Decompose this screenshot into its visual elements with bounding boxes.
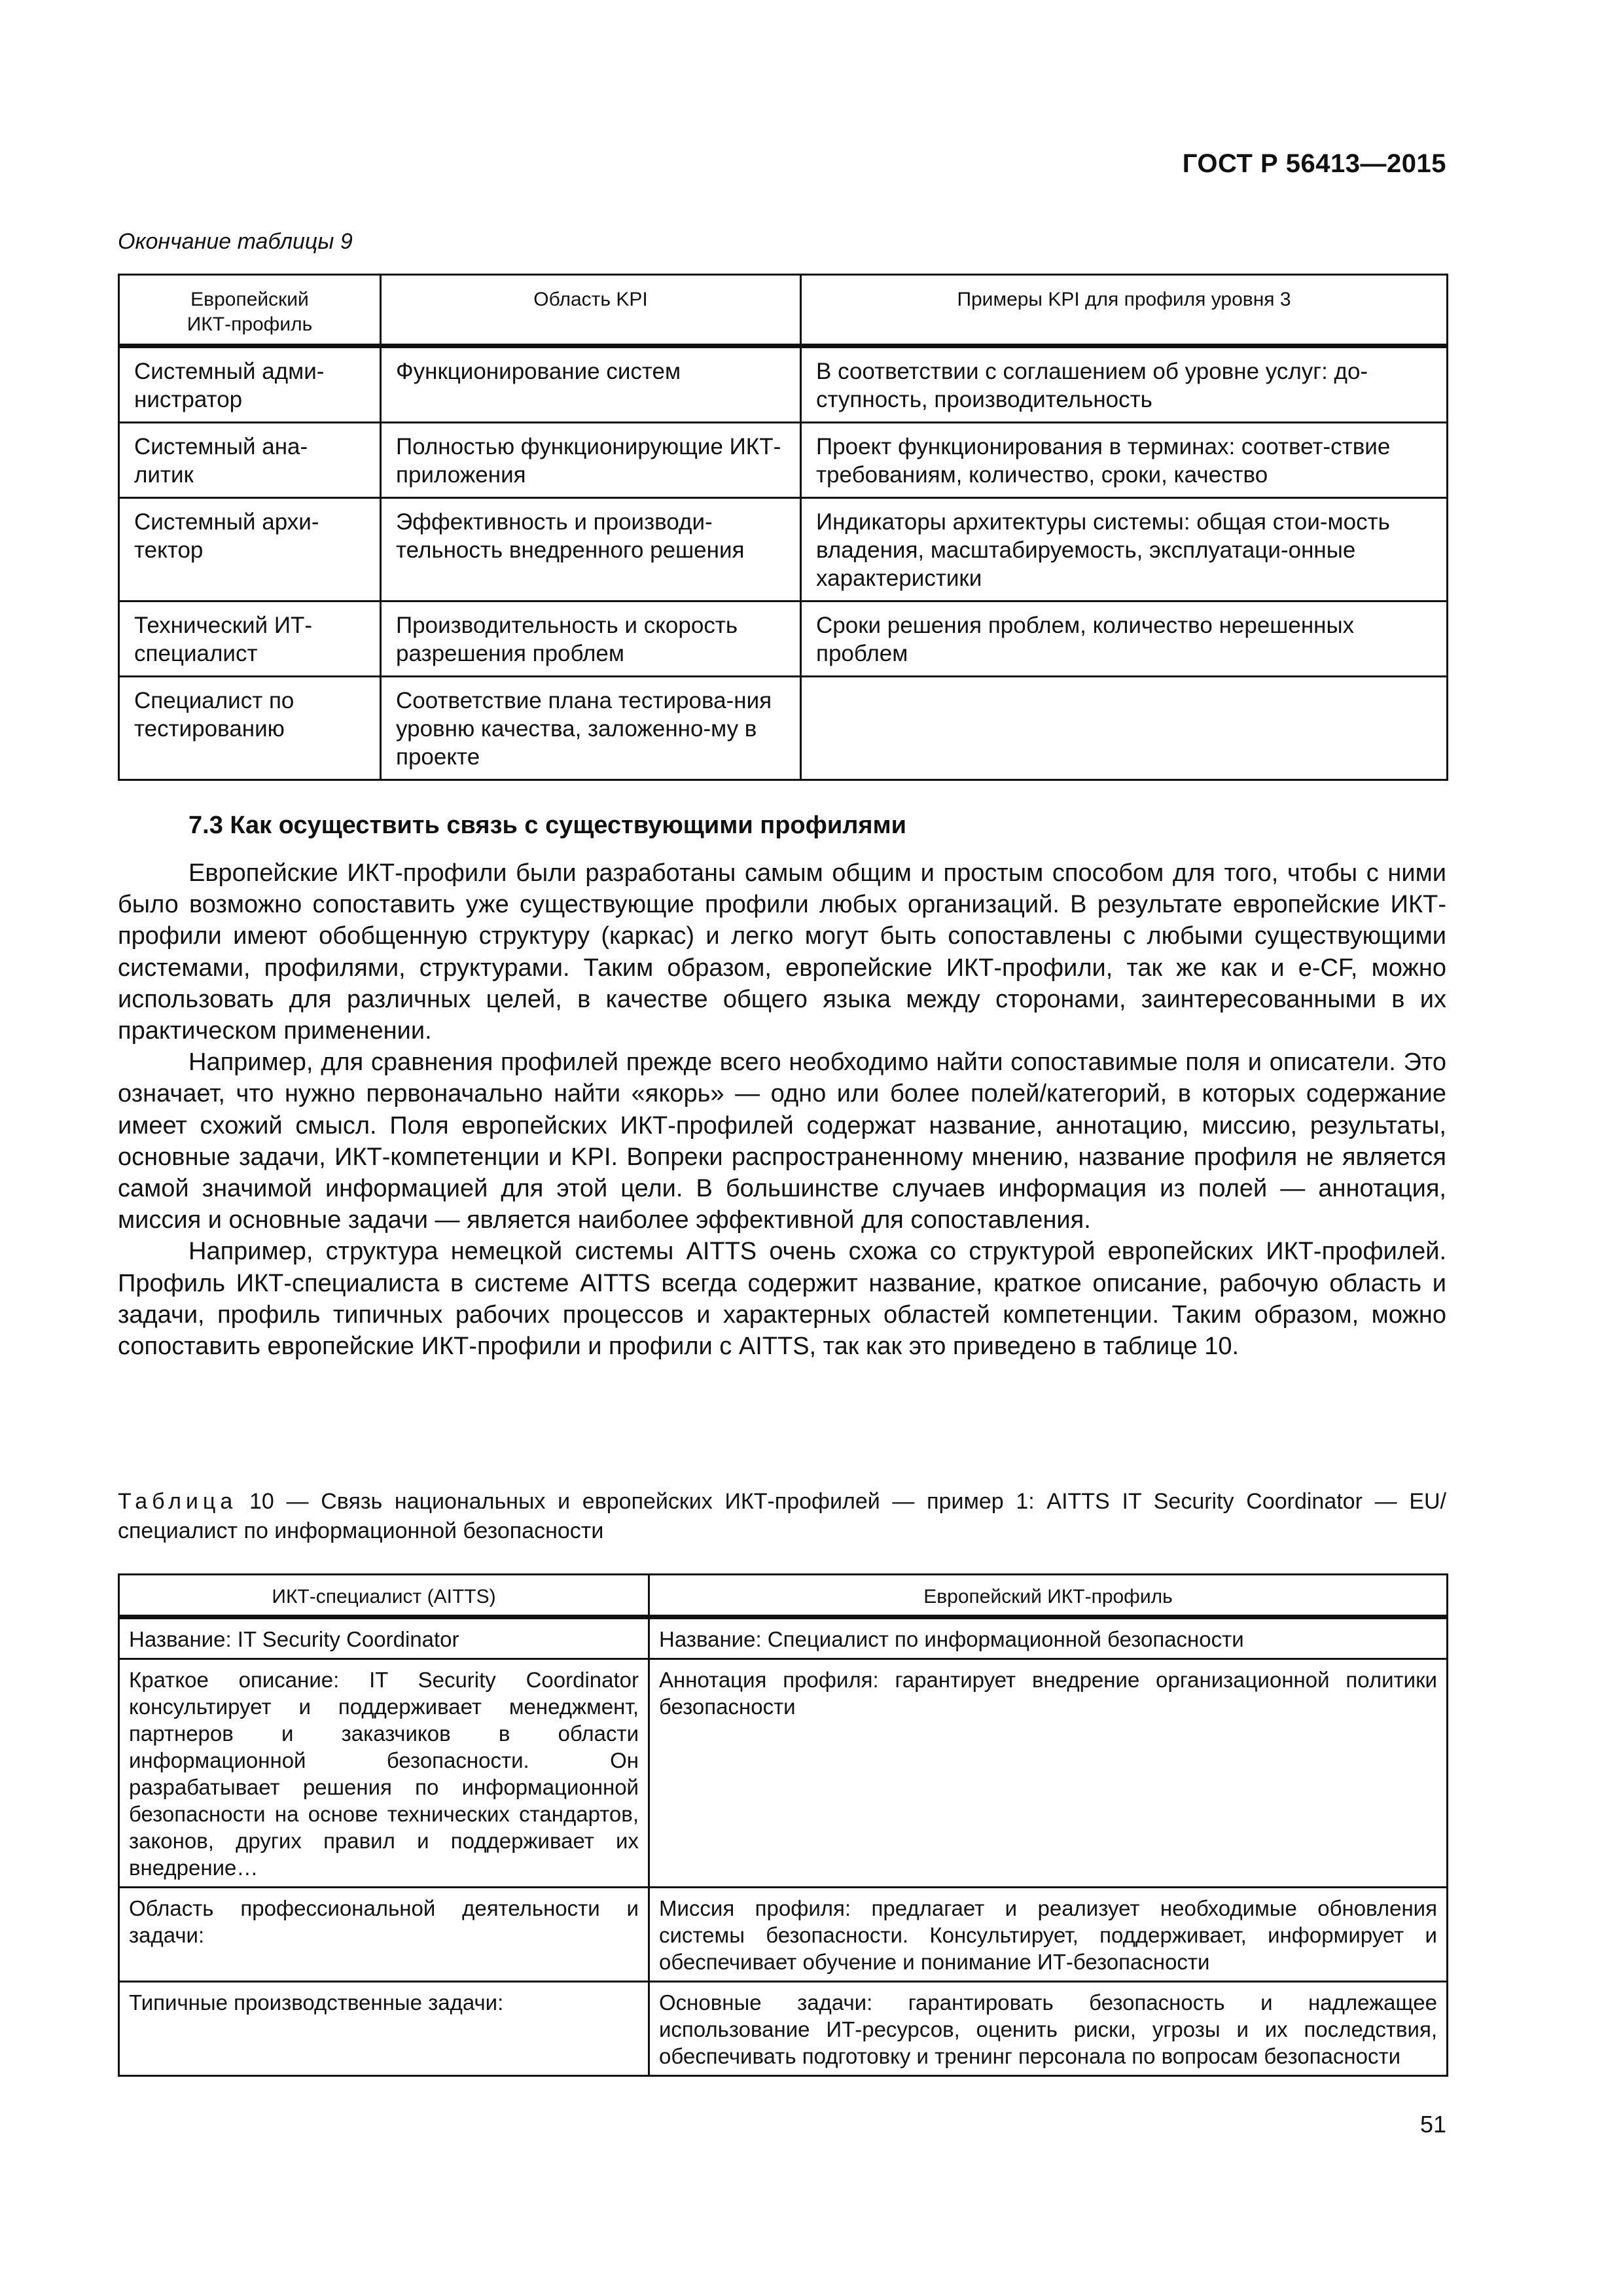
table-row	[119, 601, 1448, 677]
table-cell	[801, 677, 1448, 780]
table-9	[118, 274, 1448, 781]
table-cell: Краткое описание: IT Security Coordinator консультирует и поддерживает менеджмент, партнеров и заказчиков в области информационной безопасности. Он разрабатывает решения по информационной безопасности на основе технических стандартов, законов, других правил и поддерживает их внедрение…	[119, 1659, 649, 1888]
table-cell: Системный адми-нистратор	[119, 346, 381, 423]
table-cell: Проект функционирования в терминах: соответ-ствие требованиям, количество, сроки, качество	[801, 423, 1448, 498]
table-cell: Системный архи-тектор	[119, 498, 381, 601]
table-cell: Типичные производственные задачи:	[119, 1982, 649, 2076]
document-page	[118, 0, 1446, 2296]
table10-caption-text: 10 — Связь национальных и европейских ИКТ-профилей — пример 1: AITTS IT Security Coordinator — EU/специалист по информационной безопасности	[118, 1489, 1446, 1543]
table-cell: Название: Специалист по информационной безопасности	[649, 1617, 1448, 1659]
table-cell: Область профессиональной деятельности и задачи:	[119, 1888, 649, 1982]
table-row	[119, 677, 1448, 780]
table-cell: Функционирование систем	[381, 346, 801, 423]
table9-col-header: Область KPI	[381, 275, 801, 346]
table9-col-header: Примеры KPI для профиля уровня 3	[801, 275, 1448, 346]
body-text	[118, 857, 1446, 1362]
table10-header-row	[119, 1575, 1448, 1617]
table-cell: Основные задачи: гарантировать безопасность и надлежащее использование ИТ-ресурсов, оценить риски, угрозы и их последствия, обеспечивать подготовку и тренинг персонала по вопросам безопасности	[649, 1982, 1448, 2076]
table-cell: Производительность и скорость разрешения проблем	[381, 601, 801, 677]
table10-caption-label: Таблица	[118, 1489, 238, 1514]
table9-header-row	[119, 275, 1448, 346]
table-cell: Название: IT Security Coordinator	[119, 1617, 649, 1659]
table-cell: Индикаторы архитектуры системы: общая стои-мость владения, масштабируемость, эксплуатаци-онные характеристики	[801, 498, 1448, 601]
table-cell: Эффективность и производи-тельность внедренного решения	[381, 498, 801, 601]
table-10	[118, 1573, 1448, 2077]
table10-caption	[118, 1487, 1446, 1546]
paragraph: Например, для сравнения профилей прежде всего необходимо найти сопоставимые поля и описатели. Это означает, что нужно первоначально найти «якорь» — одно или более полей/категорий, в которых содержание имеет схожий смысл. Поля европейских ИКТ-профилей содержат название, аннотацию, миссию, результаты, основные задачи, ИКТ-компетенции и KPI. Вопреки распространенному мнению, название профиля не является самой значимой информацией для этой цели. В большинстве случаев информация из полей — аннотация, миссия и основные задачи — является наиболее эффективной для сопоставления.	[118, 1049, 1446, 1234]
table9-col-header: Европейский ИКТ-профиль	[119, 275, 381, 346]
table-row	[119, 498, 1448, 601]
table-row	[119, 1888, 1448, 1982]
table-cell: Системный ана-литик	[119, 423, 381, 498]
paragraph: Например, структура немецкой системы AITTS очень схожа со структурой европейских ИКТ-профилей. Профиль ИКТ-специалиста в системе AITTS всегда содержит название, краткое описание, рабочую область и задачи, профиль типичных рабочих процессов и характерных областей компетенции. Таким образом, можно сопоставить европейские ИКТ-профили и профили с AITTS, так как это приведено в таблице 10.	[118, 1238, 1446, 1361]
table-cell: Соответствие плана тестирова-ния уровню качества, заложенно-му в проекте	[381, 677, 801, 780]
table10-col-header: ИКТ-специалист (AITTS)	[119, 1575, 649, 1617]
document-id-header: ГОСТ Р 56413—2015	[1182, 149, 1446, 178]
table-cell: Миссия профиля: предлагает и реализует необходимые обновления системы безопасности. Консультирует, поддерживает, информирует и обеспечивает обучение и понимание ИТ-безопасности	[649, 1888, 1448, 1982]
table-cell: Сроки решения проблем, количество нерешенных проблем	[801, 601, 1448, 677]
paragraph: Европейские ИКТ-профили были разработаны самым общим и простым способом для того, чтобы с ними было возможно сопоставить уже существующие профили любых организаций. В результате европейские ИКТ-профили имеют обобщенную структуру (каркас) и легко могут быть сопоставлены с любыми существующими системами, профилями, структурами. Таким образом, европейские ИКТ-профили, так же как и e-CF, можно использовать для различных целей, в качестве общего языка между сторонами, заинтересованными в их практическом применении.	[118, 859, 1446, 1045]
table-row	[119, 1617, 1448, 1659]
table-row	[119, 423, 1448, 498]
table-cell: Аннотация профиля: гарантирует внедрение организационной политики безопасности	[649, 1659, 1448, 1888]
page-number: 51	[1419, 2111, 1446, 2138]
table-row	[119, 346, 1448, 423]
table-cell: В соответствии с соглашением об уровне услуг: до-ступность, производительность	[801, 346, 1448, 423]
table-cell: Технический ИТ-специалист	[119, 601, 381, 677]
table-row	[119, 1659, 1448, 1888]
table-row	[119, 1982, 1448, 2076]
section-title: 7.3 Как осуществить связь с существующими профилями	[188, 812, 907, 839]
table10-col-header: Европейский ИКТ-профиль	[649, 1575, 1448, 1617]
table-cell: Полностью функционирующие ИКТ-приложения	[381, 423, 801, 498]
table9-continuation-caption: Окончание таблицы 9	[118, 229, 353, 254]
table-cell: Специалист по тестированию	[119, 677, 381, 780]
